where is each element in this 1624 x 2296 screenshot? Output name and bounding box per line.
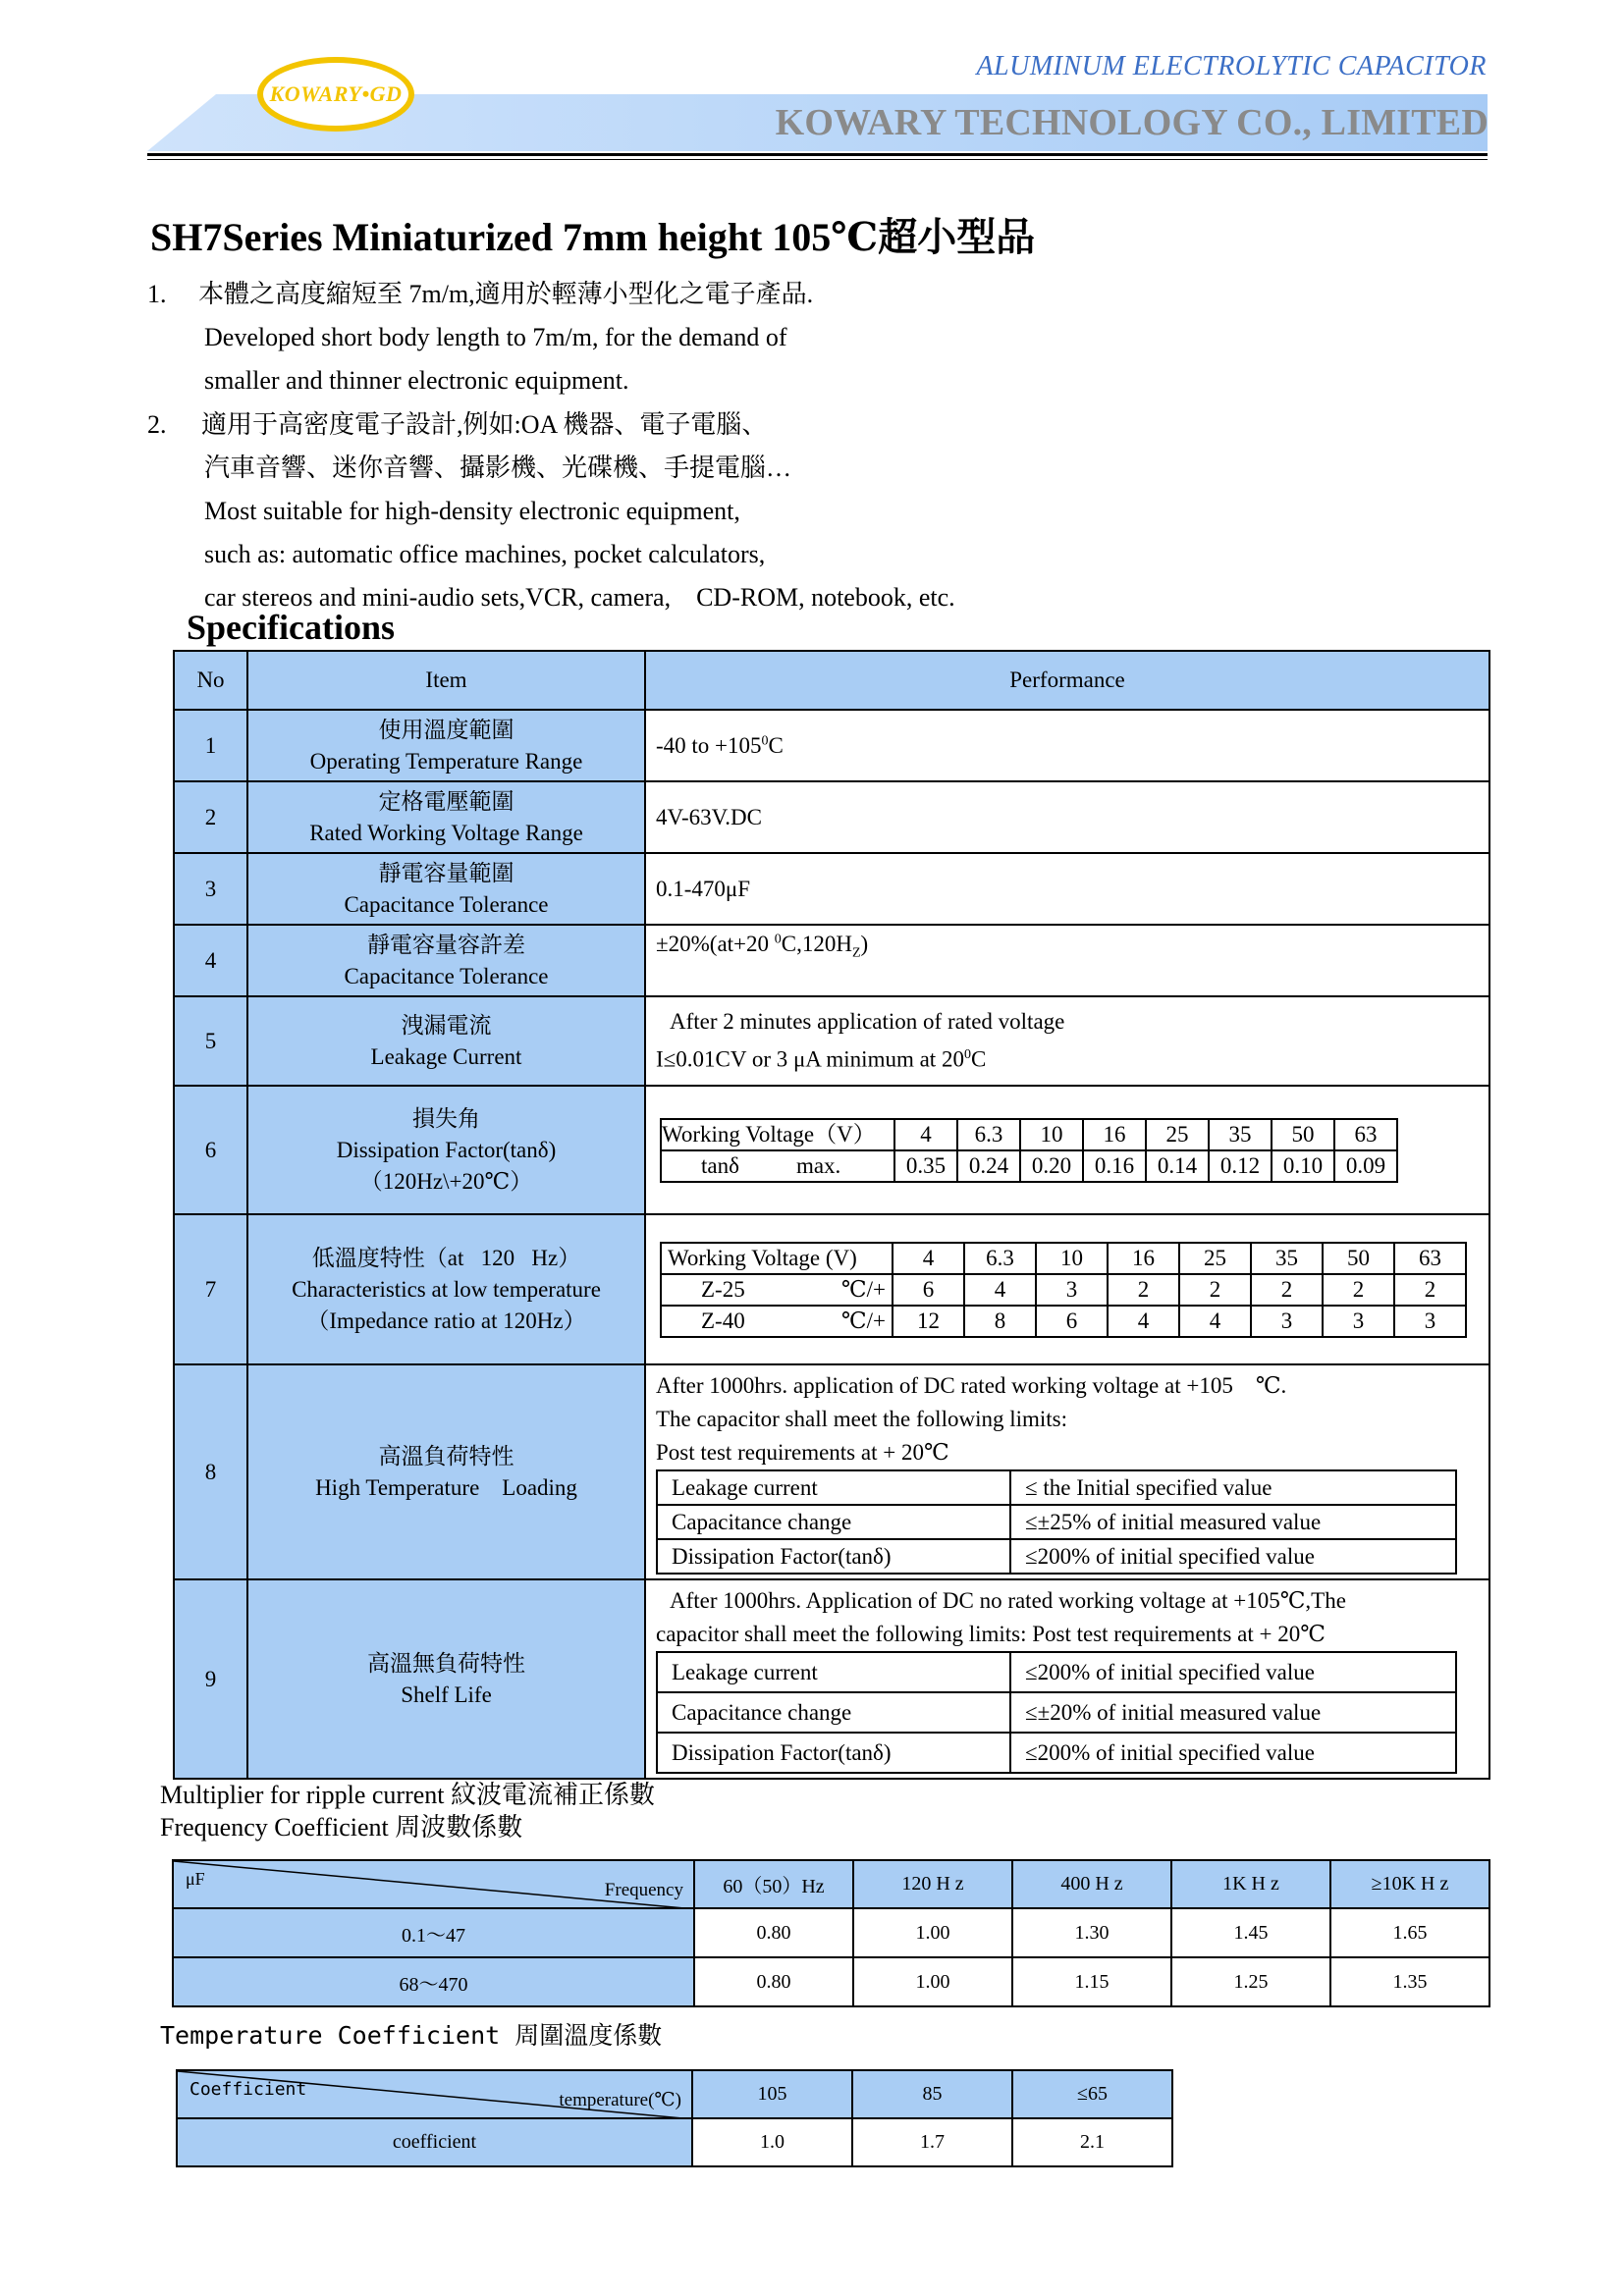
- temperature-heading: Temperature Coefficient 周圍溫度係數: [160, 2021, 663, 2050]
- spec-row-performance: [645, 1086, 1489, 1214]
- low-temperature-table: [660, 1242, 1467, 1338]
- company-logo: KOWARY•GD: [257, 57, 414, 132]
- feature-1-line-en2: smaller and thinner electronic equipment.: [204, 366, 629, 395]
- spec-row-no: 2: [174, 781, 247, 853]
- spec-row-performance: -40 to $+105^0C$: [645, 710, 1489, 781]
- spec-row-item: 損失角 Dissipation Factor(tanδ) （120Hz\+20℃）: [247, 1086, 645, 1214]
- lt-voltage-row: [661, 1243, 1466, 1274]
- df-voltage-cell: 16: [1083, 1119, 1146, 1150]
- specifications-table: [173, 650, 1490, 1780]
- df-value-cell: 0.35: [894, 1150, 957, 1182]
- page-title: SH7Series Miniaturized 7mm height 105℃超小型品: [150, 215, 1036, 259]
- spec-row-7: [174, 1214, 1489, 1364]
- freq-header-cell: 60（50）Hz: [694, 1860, 853, 1908]
- limit-value: ≤200% of initial specified value: [1010, 1733, 1456, 1773]
- temp-value-cell: 2.1: [1012, 2118, 1172, 2166]
- lt-z25-row: [661, 1274, 1466, 1306]
- feature-2-number: 2.: [147, 410, 167, 439]
- limit-key: Dissipation Factor(tanδ): [657, 1539, 1010, 1574]
- feature-2: [147, 403, 1326, 619]
- freq-header-row: [173, 1860, 1489, 1908]
- spec-row-no: 4: [174, 925, 247, 996]
- lt-value-cell: 6: [893, 1274, 964, 1306]
- freq-header-cell: 120 H z: [853, 1860, 1012, 1908]
- freq-row: [173, 1908, 1489, 1957]
- freq-value-cell: 1.15: [1012, 1957, 1171, 2006]
- lt-voltage-cell: 6.3: [964, 1243, 1036, 1274]
- lt-voltage-cell: 25: [1179, 1243, 1251, 1274]
- feature-1-line-en1: Developed short body length to 7m/m, for the demand of: [204, 323, 787, 351]
- spec-row-performance: ±20%(at+20 $^0C,120H_Z$): [645, 925, 1489, 996]
- limit-value: ≤±25% of initial measured value: [1010, 1505, 1456, 1539]
- freq-row: [173, 1957, 1489, 2006]
- lt-value-cell: 2: [1108, 1274, 1179, 1306]
- spec-row-4: [174, 925, 1489, 996]
- lt-value-cell: 3: [1036, 1274, 1108, 1306]
- limit-row: [657, 1692, 1456, 1733]
- lt-value-cell: 8: [964, 1306, 1036, 1337]
- col-item-header: Item: [247, 651, 645, 710]
- dissipation-factor-table: [660, 1118, 1398, 1183]
- df-tan-row: [661, 1150, 1397, 1182]
- freq-header-cell: 400 H z: [1012, 1860, 1171, 1908]
- freq-header-cell: 1K H z: [1171, 1860, 1330, 1908]
- lt-value-cell: 3: [1251, 1306, 1323, 1337]
- company-name: KOWARY TECHNOLOGY CO., LIMITED: [775, 102, 1489, 143]
- df-value-cell: 0.10: [1272, 1150, 1334, 1182]
- spec-row-item: 高溫無負荷特性 Shelf Life: [247, 1579, 645, 1779]
- limit-row: [657, 1539, 1456, 1574]
- freq-value-cell: 0.80: [694, 1908, 853, 1957]
- spec-row-no: 9: [174, 1579, 247, 1779]
- lt-voltage-cell: 63: [1394, 1243, 1466, 1274]
- lt-value-cell: 2: [1394, 1274, 1466, 1306]
- feature-2-line-en2: such as: automatic office machines, pocket calculators,: [204, 540, 766, 568]
- temp-header-cell: ≤65: [1012, 2070, 1172, 2118]
- df-value-cell: 0.20: [1020, 1150, 1083, 1182]
- spec-row-5: [174, 996, 1489, 1086]
- lt-value-cell: 2: [1179, 1274, 1251, 1306]
- limit-row: [657, 1733, 1456, 1773]
- freq-corner-cell: μF Frequency: [173, 1860, 694, 1908]
- frequency-heading: Frequency Coefficient 周波數係數: [160, 1813, 523, 1842]
- temp-value-cell: 1.0: [692, 2118, 852, 2166]
- spec-row-performance: 4V-63V.DC: [645, 781, 1489, 853]
- lt-voltage-label: Working Voltage (V): [661, 1243, 893, 1274]
- lt-value-cell: 2: [1323, 1274, 1394, 1306]
- lt-value-cell: 4: [1179, 1306, 1251, 1337]
- df-voltage-cell: 6.3: [957, 1119, 1020, 1150]
- freq-value-cell: 1.30: [1012, 1908, 1171, 1957]
- temp-header-row: [177, 2070, 1172, 2118]
- df-value-cell: 0.16: [1083, 1150, 1146, 1182]
- df-voltage-row: [661, 1119, 1397, 1150]
- lt-voltage-cell: 50: [1323, 1243, 1394, 1274]
- col-performance-header: Performance: [645, 651, 1489, 710]
- feature-1-line-zh: 本體之高度縮短至 7m/m,適用於輕薄小型化之電子產品.: [198, 280, 814, 308]
- spec-row-item: 靜電容量容許差 Capacitance Tolerance: [247, 925, 645, 996]
- spec-row-performance: After 1000hrs. application of DC rated working voltage at +105 ℃. The capacitor shall meet the following limits: Post test requirements at + 20℃ Leakage current ≤ the Initial specified value Capacitance change ≤±25% of initial measured value Dissipation Factor(tanδ) ≤200% of initial specified value: [645, 1364, 1489, 1579]
- limit-key: Capacitance change: [657, 1692, 1010, 1733]
- lt-value-cell: 3: [1394, 1306, 1466, 1337]
- limit-row: [657, 1505, 1456, 1539]
- spec-row-3: [174, 853, 1489, 925]
- spec-row-performance: [645, 1214, 1489, 1364]
- header-rule-thick: [147, 153, 1488, 156]
- feature-1-number: 1.: [147, 280, 167, 308]
- freq-row-label: 68～470: [173, 1957, 694, 2006]
- lt-voltage-cell: 16: [1108, 1243, 1179, 1274]
- limit-value: ≤ the Initial specified value: [1010, 1470, 1456, 1505]
- lt-voltage-cell: 35: [1251, 1243, 1323, 1274]
- temp-row: [177, 2118, 1172, 2166]
- spec-row-2: [174, 781, 1489, 853]
- df-tan-label: tanδ max.: [661, 1150, 894, 1182]
- lt-z40-label: Z-40 ℃/+: [661, 1306, 893, 1337]
- spec-row-item: 定格電壓範圍 Rated Working Voltage Range: [247, 781, 645, 853]
- temp-value-cell: 1.7: [852, 2118, 1012, 2166]
- df-voltage-cell: 63: [1334, 1119, 1397, 1150]
- temp-header-cell: 105: [692, 2070, 852, 2118]
- specifications-heading: Specifications: [187, 608, 395, 647]
- lt-value-cell: 4: [1108, 1306, 1179, 1337]
- limit-row: [657, 1470, 1456, 1505]
- spec-row-item: 洩漏電流 Leakage Current: [247, 996, 645, 1086]
- spec-row-8: [174, 1364, 1489, 1579]
- spec-row-item: 使用溫度範圍 Operating Temperature Range: [247, 710, 645, 781]
- freq-value-cell: 1.35: [1330, 1957, 1489, 2006]
- temp-corner-cell: Coefficient temperature(℃): [177, 2070, 692, 2118]
- spec-row-performance: After 1000hrs. Application of DC no rated working voltage at +105℃,The capacitor shall meet the following limits: Post test requirements at + 20℃ Leakage current ≤200% of initial specified value Capacitance change ≤±20% of initial measured value Dissipation Factor(tanδ) ≤200% of initial specified value: [645, 1579, 1489, 1779]
- spec-row-performance: 0.1-470μF: [645, 853, 1489, 925]
- ripple-heading: Multiplier for ripple current 紋波電流補正係數: [160, 1781, 656, 1809]
- feature-2-line-zh1: 適用于高密度電子設計,例如:OA 機器、電子電腦、: [201, 410, 768, 439]
- col-no-header: No: [174, 651, 247, 710]
- freq-value-cell: 0.80: [694, 1957, 853, 2006]
- df-voltage-cell: 25: [1146, 1119, 1209, 1150]
- spec-row-no: 8: [174, 1364, 247, 1579]
- shelf-life-limits-table: [656, 1651, 1457, 1774]
- feature-2-line-zh2: 汽車音響、迷你音響、攝影機、光碟機、手提電腦…: [204, 454, 792, 482]
- freq-value-cell: 1.65: [1330, 1908, 1489, 1957]
- lt-z40-row: [661, 1306, 1466, 1337]
- lt-z25-label: Z-25 ℃/+: [661, 1274, 893, 1306]
- freq-row-label: 0.1～47: [173, 1908, 694, 1957]
- freq-header-cell: ≥10K H z: [1330, 1860, 1489, 1908]
- limit-row: [657, 1652, 1456, 1692]
- limit-key: Capacitance change: [657, 1505, 1010, 1539]
- freq-value-cell: 1.25: [1171, 1957, 1330, 2006]
- spec-row-no: 3: [174, 853, 247, 925]
- freq-value-cell: 1.00: [853, 1957, 1012, 2006]
- header-subtitle: ALUMINUM ELECTROLYTIC CAPACITOR: [976, 51, 1487, 81]
- lt-value-cell: 12: [893, 1306, 964, 1337]
- freq-value-cell: 1.00: [853, 1908, 1012, 1957]
- df-voltage-cell: 10: [1020, 1119, 1083, 1150]
- df-value-cell: 0.14: [1146, 1150, 1209, 1182]
- high-temp-limits-table: [656, 1469, 1457, 1575]
- df-voltage-cell: 35: [1209, 1119, 1272, 1150]
- spec-row-6: [174, 1086, 1489, 1214]
- df-value-cell: 0.09: [1334, 1150, 1397, 1182]
- spec-row-1: [174, 710, 1489, 781]
- spec-row-item: 高溫負荷特性 High Temperature Loading: [247, 1364, 645, 1579]
- temp-row-label: coefficient: [177, 2118, 692, 2166]
- header-band-notch: [147, 94, 216, 151]
- feature-2-line-en3: car stereos and mini-audio sets,VCR, camera, CD-ROM, notebook, etc.: [204, 583, 955, 612]
- header-rule-thin: [147, 159, 1488, 160]
- temperature-coefficient-table: [176, 2069, 1173, 2167]
- spec-row-performance: After 2 minutes application of rated voltage I≤0.01CV or 3 μA minimum at $20^0C$: [645, 996, 1489, 1086]
- feature-1: [147, 273, 1326, 402]
- spec-row-item: 靜電容量範圍 Capacitance Tolerance: [247, 853, 645, 925]
- spec-row-no: 5: [174, 996, 247, 1086]
- limit-value: ≤200% of initial specified value: [1010, 1652, 1456, 1692]
- limit-value: ≤±20% of initial measured value: [1010, 1692, 1456, 1733]
- limit-value: ≤200% of initial specified value: [1010, 1539, 1456, 1574]
- feature-2-line-en1: Most suitable for high-density electronic equipment,: [204, 497, 740, 525]
- limit-key: Dissipation Factor(tanδ): [657, 1733, 1010, 1773]
- frequency-coefficient-table: [172, 1859, 1490, 2007]
- df-voltage-cell: 4: [894, 1119, 957, 1150]
- spec-row-no: 7: [174, 1214, 247, 1364]
- temp-header-cell: 85: [852, 2070, 1012, 2118]
- df-voltage-label: Working Voltage（V）: [661, 1119, 894, 1150]
- spec-header-row: [174, 651, 1489, 710]
- df-voltage-cell: 50: [1272, 1119, 1334, 1150]
- df-value-cell: 0.24: [957, 1150, 1020, 1182]
- spec-row-no: 1: [174, 710, 247, 781]
- lt-voltage-cell: 4: [893, 1243, 964, 1274]
- limit-key: Leakage current: [657, 1470, 1010, 1505]
- limit-key: Leakage current: [657, 1652, 1010, 1692]
- spec-row-no: 6: [174, 1086, 247, 1214]
- freq-value-cell: 1.45: [1171, 1908, 1330, 1957]
- spec-row-9: [174, 1579, 1489, 1779]
- lt-value-cell: 2: [1251, 1274, 1323, 1306]
- df-value-cell: 0.12: [1209, 1150, 1272, 1182]
- lt-value-cell: 3: [1323, 1306, 1394, 1337]
- lt-value-cell: 4: [964, 1274, 1036, 1306]
- lt-value-cell: 6: [1036, 1306, 1108, 1337]
- spec-row-item: 低溫度特性（at 120 Hz） Characteristics at low temperature （Impedance ratio at 120Hz）: [247, 1214, 645, 1364]
- lt-voltage-cell: 10: [1036, 1243, 1108, 1274]
